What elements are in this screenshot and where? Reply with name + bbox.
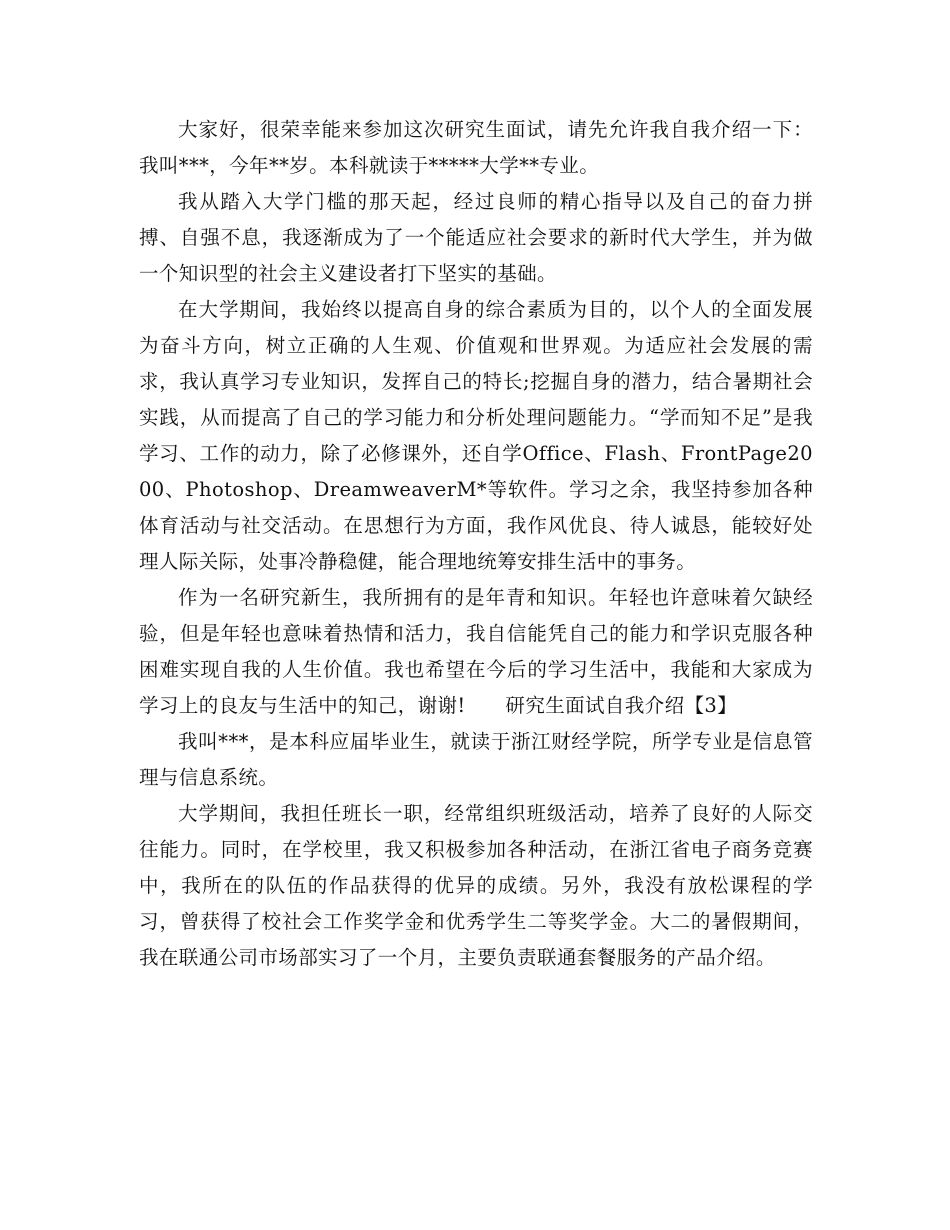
document-body	[139, 112, 813, 976]
paragraph-activities: 大学期间，我担任班长一职，经常组织班级活动，培养了良好的人际交往能力。同时，在学校里，我又积极参加各种活动，在浙江省电子商务竞赛中，我所在的队伍的作品获得的优异的成绩。另外，我没有放松课程的学习，曾获得了校社会工作奖学金和优秀学生二等奖学金。大二的暑假期间，我在联通公司市场部实习了一个月，主要负责联通套餐服务的产品介绍。	[139, 802, 813, 969]
paragraph-university-period: 在大学期间，我始终以提高自身的综合素质为目的，以个人的全面发展为奋斗方向，树立正确的人生观、价值观和世界观。为适应社会发展的需求，我认真学习专业知识，发挥自己的特长;挖掘自身的潜力，结合暑期社会实践，从而提高了自己的学习能力和分析处理问题能力。“学而知不足”是我学习、工作的动力，除了必修课外，还自学Office、Flash、FrontPage2000、Photoshop、DreamweaverM*等软件。学习之余，我坚持参加各种体育活动与社交活动。在思想行为方面，我作风优良、待人诚恳，能较好处理人际关际，处事冷静稳健，能合理地统筹安排生活中的事务。	[139, 298, 813, 573]
paragraph-university-growth: 我从踏入大学门槛的那天起，经过良师的精心指导以及自己的奋力拼搏、自强不息，我逐渐成为了一个能适应社会要求的新时代大学生，并为做一个知识型的社会主义建设者打下坚实的基础。	[139, 190, 813, 285]
paragraph-second-intro: 我叫***，是本科应届毕业生，就读于浙江财经学院，所学专业是信息管理与信息系统。	[139, 730, 813, 789]
paragraph-closing: 作为一名研究新生，我所拥有的是年青和知识。年轻也许意味着欠缺经验，但是年轻也意味着热情和活力，我自信能凭自己的能力和学识克服各种困难实现自我的人生价值。我也希望在今后的学习生活中，我能和大家成为学习上的良友与生活中的知己，谢谢! 研究生面试自我介绍【3】	[139, 586, 813, 717]
paragraph-intro: 大家好，很荣幸能来参加这次研究生面试，请先允许我自我介绍一下：我叫***，今年**岁。本科就读于*****大学**专业。	[139, 118, 813, 177]
